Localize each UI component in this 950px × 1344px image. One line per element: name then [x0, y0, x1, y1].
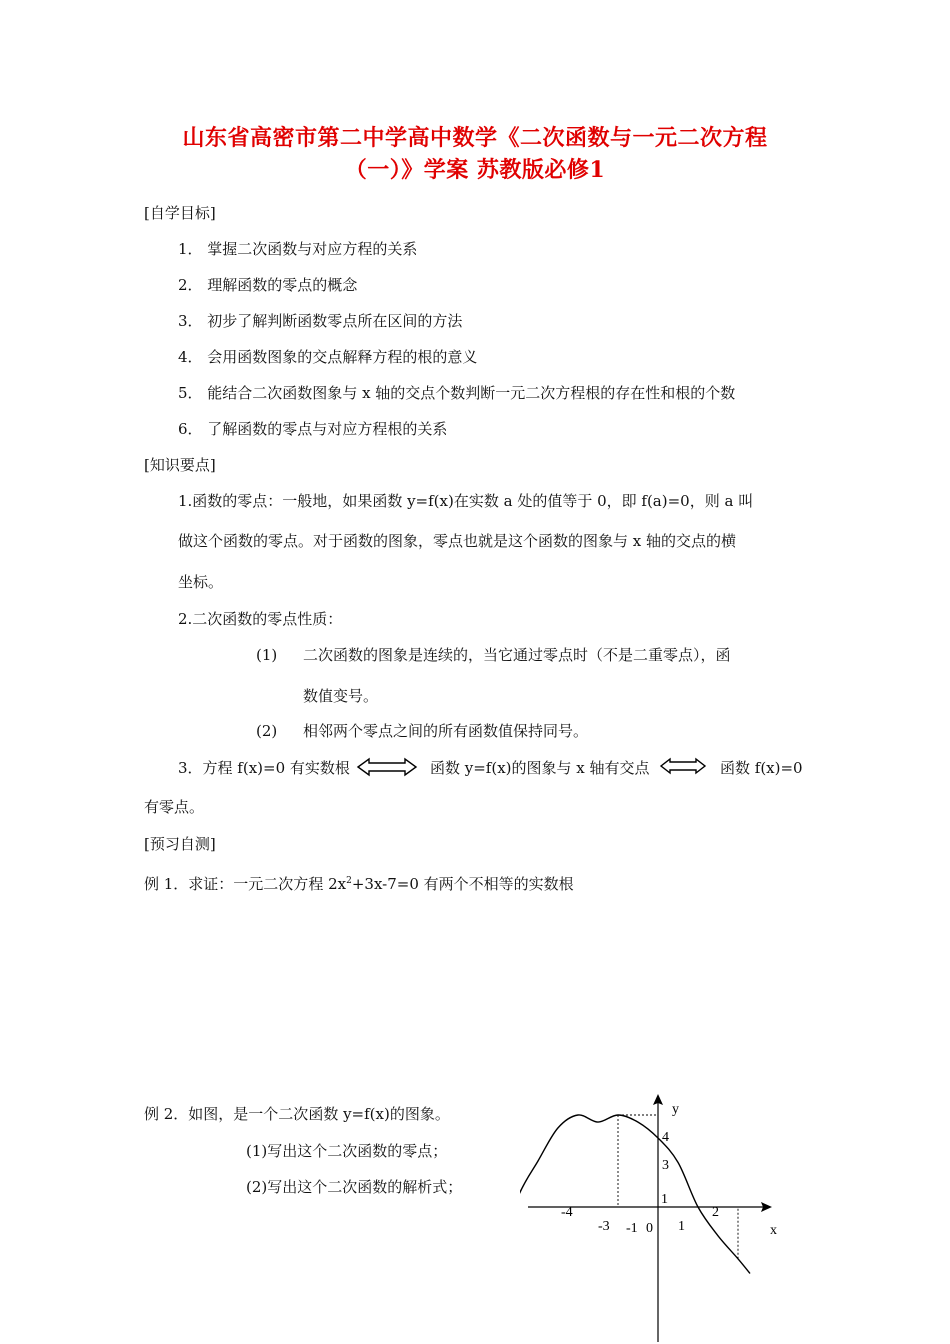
objective-item-4: 4． 会用函数图象的交点解释方程的根的意义	[178, 348, 478, 366]
example-2-question-2: (2)写出这个二次函数的解析式；	[246, 1178, 463, 1196]
equivalence-part1: 3．方程 f(x)=0 有实数根	[178, 759, 350, 777]
equivalence-part3: 函数 f(x)=0	[720, 759, 803, 777]
zero-definition-line1: 1.函数的零点：一般地，如果函数 y=f(x)在实数 a 处的值等于 0，即 f(a)=0，则 a 叫	[178, 492, 754, 510]
tick-label-origin: 0	[646, 1221, 653, 1236]
tick-label-x-2: 2	[712, 1205, 719, 1220]
objective-item-2: 2． 理解函数的零点的概念	[178, 276, 358, 294]
parabola-graph	[520, 1090, 790, 1344]
double-arrow-icon	[659, 756, 707, 776]
x-axis-label: x	[770, 1223, 777, 1238]
preview-heading: [预习自测]	[144, 835, 216, 853]
zero-definition-line2: 做这个函数的零点。对于函数的图象，零点也就是这个函数的图象与 x 轴的交点的横	[178, 532, 736, 550]
zero-properties-heading: 2.二次函数的零点性质：	[178, 610, 343, 628]
objectives-heading: [自学目标]	[144, 204, 216, 222]
property-1-number: (1)	[256, 646, 278, 664]
y-axis-label: y	[672, 1102, 679, 1117]
tick-label-x-1: 1	[678, 1219, 685, 1234]
example-1-exponent: 2	[346, 876, 352, 886]
knowledge-heading: [知识要点]	[144, 456, 216, 474]
graph-labels	[561, 1102, 777, 1238]
tick-label-x-neg4: -4	[561, 1205, 573, 1220]
double-arrow-icon	[356, 757, 418, 777]
parabola-curve	[520, 1115, 750, 1290]
tick-label-y-1: 1	[661, 1192, 668, 1207]
tick-label-x-neg1: -1	[626, 1221, 638, 1236]
example-1-prefix: 例 1．求证：一元二次方程 2x	[144, 875, 347, 893]
tick-label-x-neg3: -3	[598, 1219, 610, 1234]
property-2-text: 相邻两个零点之间的所有函数值保持同号。	[303, 722, 589, 740]
example-2-question-1: (1)写出这个二次函数的零点；	[246, 1142, 448, 1160]
objective-item-6: 6． 了解函数的零点与对应方程根的关系	[178, 420, 448, 438]
objective-item-5: 5． 能结合二次函数图象与 x 轴的交点个数判断一元二次方程根的存在性和根的个数	[178, 384, 736, 402]
example-1	[144, 871, 574, 894]
property-1-line2: 数值变号。	[303, 687, 379, 705]
tick-label-y-3: 3	[662, 1158, 669, 1173]
equivalence-line2: 有零点。	[144, 798, 205, 816]
objective-item-1: 1． 掌握二次函数与对应方程的关系	[178, 240, 418, 258]
example-1-suffix: +3x-7=0 有两个不相等的实数根	[351, 875, 574, 893]
tick-label-y-4: 4	[662, 1130, 669, 1145]
property-1-line1: 二次函数的图象是连续的，当它通过零点时（不是二重零点），函	[303, 646, 731, 664]
property-2-number: (2)	[256, 722, 278, 740]
document-title-line2: （一）》学案 苏教版必修1	[344, 157, 606, 183]
example-2: 例 2．如图，是一个二次函数 y=f(x)的图象。	[144, 1105, 450, 1123]
objective-item-3: 3． 初步了解判断函数零点所在区间的方法	[178, 312, 463, 330]
zero-definition-line3: 坐标。	[178, 573, 224, 591]
document-title-line1: 山东省高密市第二中学高中数学《二次函数与一元二次方程	[182, 125, 768, 151]
equivalence-part2: 函数 y=f(x)的图象与 x 轴有交点	[430, 759, 650, 777]
